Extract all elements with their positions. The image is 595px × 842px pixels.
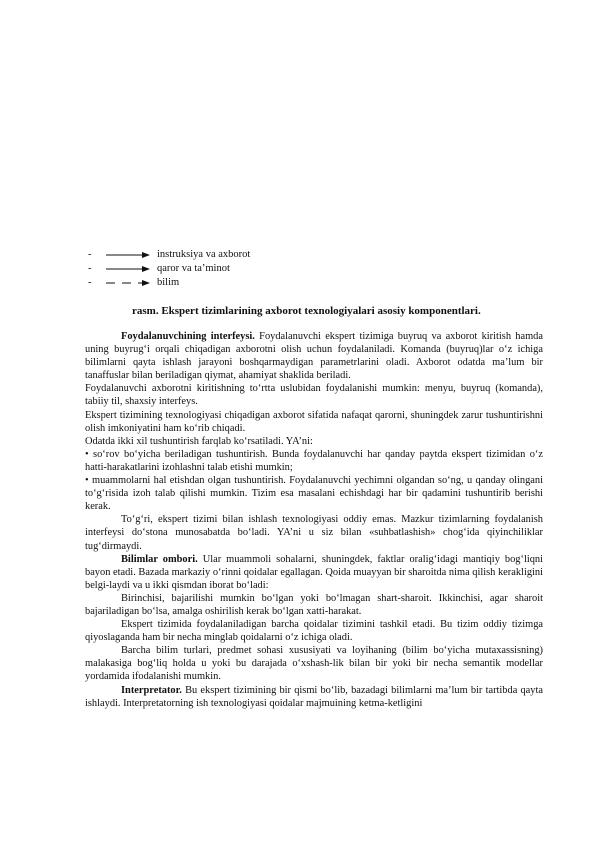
paragraph [85,618,543,644]
paragraph-text: Ekspert tizimida foydalaniladigan barcha qoidalar tizimini tashkil etadi. Bu tizim oddiy tizimga qiyoslaganda ham bir necha minglab qoidalarni o‘z ichiga oladi. [85,619,543,644]
bullet-item [85,474,543,513]
dashed-arrow-icon [106,279,150,287]
bullet-item [85,448,543,474]
paragraph [85,435,543,448]
paragraph-text: Ular muammoli sohalarni, shuningdek, faktlar oralig‘idagi mantiqiy bog‘liqni bayon etadi. Bazada markaziy o‘rinni qoidalar egallagan. Qoida muayyan bir sharoitda nima qilish kerakligini belgi-laydi va u ikki qismdan iborat bo‘ladi: [85,553,543,591]
paragraph-text: Odatda ikki xil tushuntirish farqlab ko‘rsatiladi. YA’ni: [85,435,313,447]
paragraph [85,409,543,435]
paragraph-knowledge-base [85,553,543,592]
legend-dash: - [88,249,92,260]
paragraph [85,644,543,683]
figure-legend [88,248,388,290]
paragraph-text: Foydalanuvchi ekspert tizimiga buyruq va axborot kiritish hamda uning buyrug‘i orqali chiqadigan axborotni olish uchun foydalaniladi. Komanda (buyruq)lar o‘z ichiga bilimlarni qayta ishlash jarayoni boshqarmaydigan parametrlarini oladi. Axborot odatda ma’lum bir tanaffuslar bilan beriladigan qiymat, ahamiyat shaklida beriladi. [85,331,543,382]
legend-dash: - [88,277,92,288]
figure-caption: rasm. Ekspert tizimlarining axborot texnologiyalari asosiy komponentlari. [132,305,481,317]
legend-label: instruksiya va axborot [157,249,251,260]
paragraph-text: Ekspert tizimining texnologiyasi chiqadigan axborot sifatida nafaqat qarorni, shuningdek zarur tushuntirishni olish imkoniyatini ham ko‘rib chiqadi. [85,409,543,434]
solid-arrow-icon [106,251,150,259]
paragraph-text: • so‘rov bo‘yicha beriladigan tushuntirish. Bunda foydalanuvchi har qanday paytda ekspert tizimidan o‘z hatti-harakatlarini izohlashni talab etishi mumkin; [85,448,543,473]
paragraph [85,513,543,552]
document-body [85,330,543,710]
legend-label: bilim [157,277,180,288]
solid-arrow-icon [106,265,150,273]
paragraph-text: • muammolarni hal etishdan olgan tushuntirish. Foydalanuvchi yechimni olgandan so‘ng, u qanday olingani to‘g‘risida izoh talab qilishi mumkin. Tizim esa masalani echishdagi har bir qadamini tushuntirib berishi kerak. [85,475,543,513]
paragraph [85,382,543,408]
paragraph [85,592,543,618]
paragraph-text: Bu ekspert tizimining bir qismi bo‘lib, bazadagi bilimlarni ma’lum bir tartibda qayta ishlaydi. Interpretatorning ish texnologiyasi qoidalar majmuining ketma-ketligini [85,684,543,709]
legend-label: qaror va ta’minot [157,263,230,274]
paragraph-user-interface [85,330,543,382]
paragraph-heading: Interpretator. [121,684,182,696]
legend-row-knowledge [88,276,388,290]
legend-dash: - [88,263,92,274]
paragraph-text: Barcha bilim turlari, predmet sohasi xususiyati va loyihaning (bilim bo‘yicha mutaxassisning) malakasiga bog‘liq holda u yoki bu darajada o‘xshash-lik bilan bir yoki bir necha semantik modellar yordamida ifodalanishi mumkin. [85,645,543,683]
paragraph-text: Birinchisi, bajarilishi mumkin bo‘lgan yoki bo‘lmagan shart-sharoit. Ikkinchisi, agar sharoit bajariladigan bo‘lsa, amalga oshirilish kerak bo‘lgan xatti-harakat. [85,592,543,617]
paragraph-text: Foydalanuvchi axborotni kiritishning to‘rtta uslubidan foydalanishi mumkin: menyu, buyruq (komanda), tabiiy til, shaxsiy interfeys. [85,383,543,408]
paragraph-heading: Bilimlar ombori. [121,553,198,565]
legend-row-instruction [88,248,388,262]
legend-row-decision [88,262,388,276]
paragraph-interpreter [85,684,543,710]
paragraph-text: To‘g‘ri, ekspert tizimi bilan ishlash texnologiyasi oddiy emas. Mazkur tizimlarning foydalanish interfeysi do‘stona munosabatda bo‘ladi. YA’ni u siz bilan «suhbatlashish» chog‘ida qiyinchiliklar tug‘dirmaydi. [85,514,543,552]
paragraph-heading: Foydalanuvchining interfeysi. [121,331,255,342]
